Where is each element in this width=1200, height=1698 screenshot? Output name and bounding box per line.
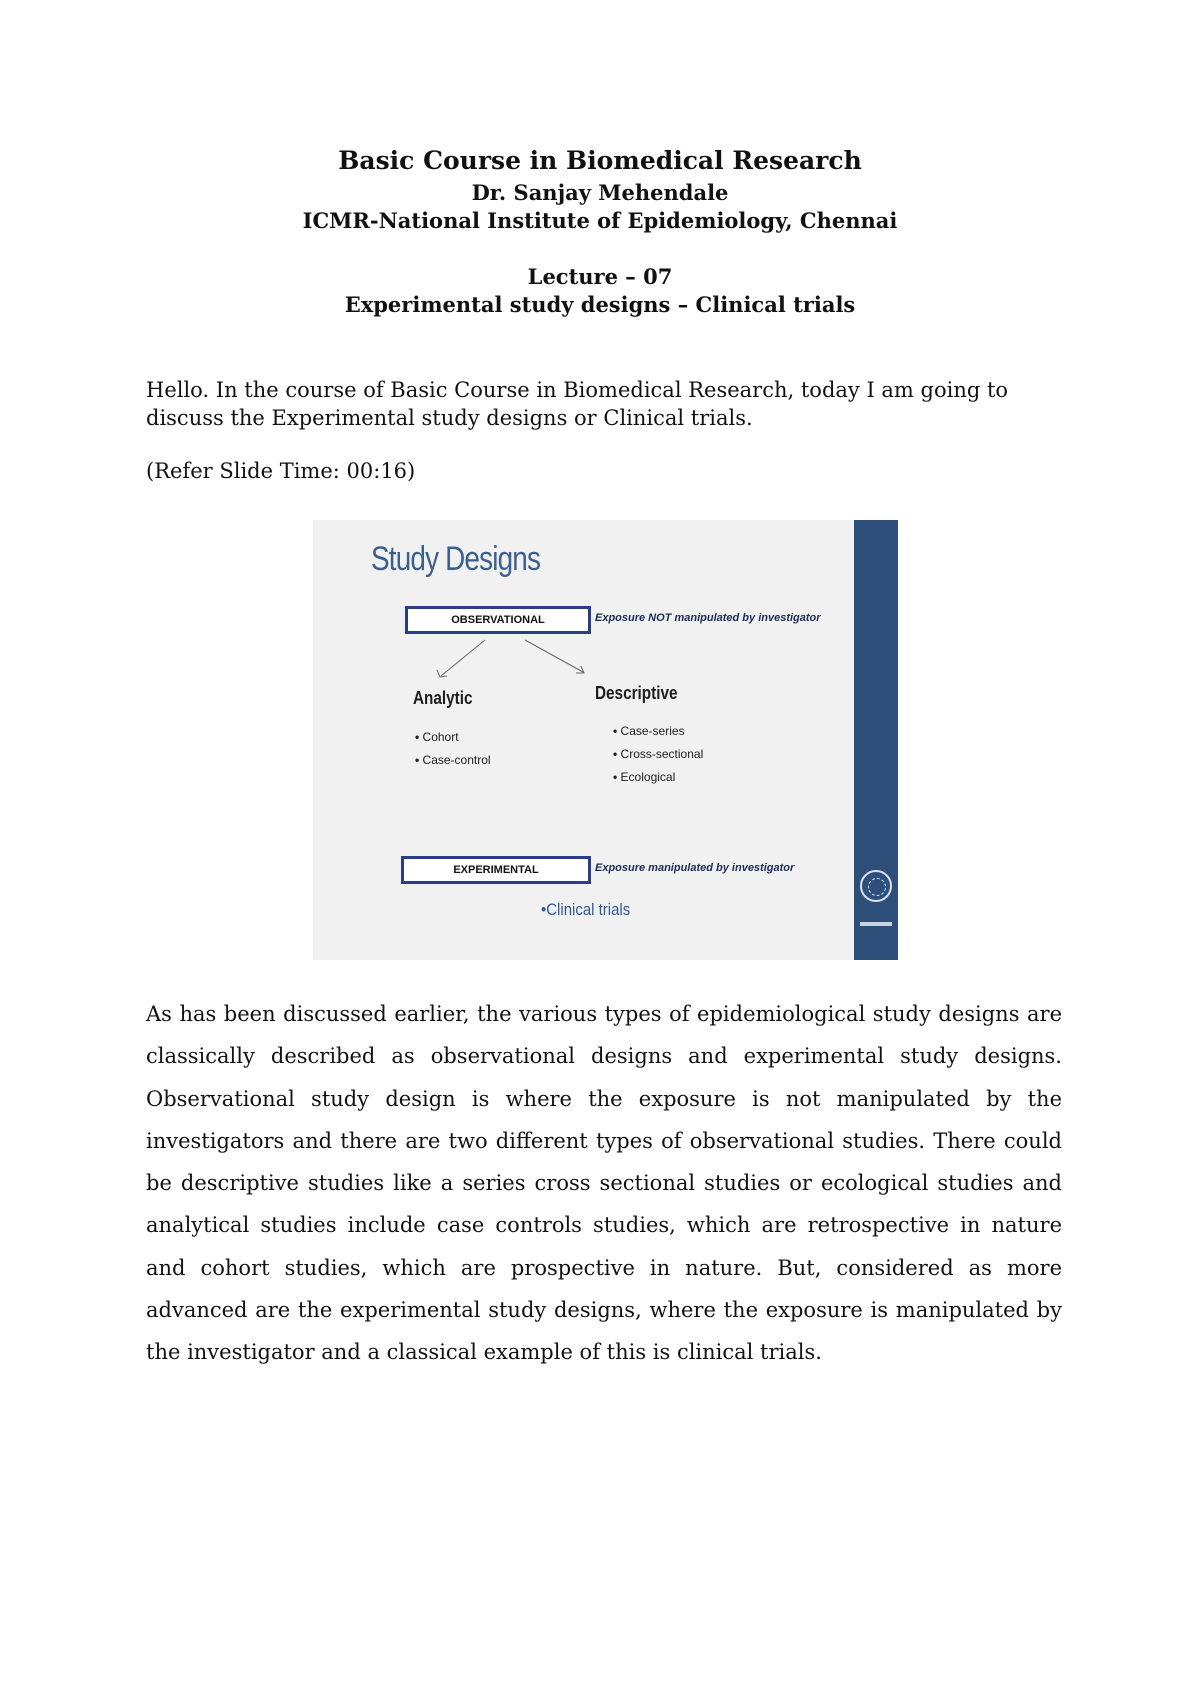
document-title: Basic Course in Biomedical Research: [338, 146, 862, 175]
descriptive-heading: Descriptive: [595, 683, 678, 703]
experimental-note: Exposure manipulated by investigator: [595, 862, 795, 874]
slide-title: Study Designs: [371, 540, 541, 578]
analytic-heading: Analytic: [413, 688, 473, 708]
slide-time-reference: (Refer Slide Time: 00:16): [146, 459, 416, 483]
descriptive-item: • Ecological: [613, 770, 703, 793]
experimental-box: EXPERIMENTAL: [401, 856, 591, 884]
analytic-item: • Cohort: [415, 730, 491, 753]
branch-arrows: [313, 520, 898, 960]
lecture-topic: Experimental study designs – Clinical trials: [344, 292, 856, 317]
body-paragraph: As has been discussed earlier, the various types of epidemiological study designs are classically described as observational designs and experimental study designs. Observational study design is where the exposure is not manipulated by the investigators and there are two different types of observational studies. There could be descriptive studies like a series cross sectional studies or ecological studies and analytical studies include case controls studies, which are retrospective in nature and cohort studies, which are prospective in nature. But, considered as more advanced are the experimental study designs, where the exposure is manipulated by the investigator and a classical example of this is clinical trials.: [146, 1002, 1062, 1365]
descriptive-item: • Cross-sectional: [613, 747, 703, 770]
observational-box: OBSERVATIONAL: [405, 606, 591, 634]
institute-name: ICMR-National Institute of Epidemiology, Chennai: [302, 208, 898, 233]
descriptive-list: [613, 724, 703, 793]
descriptive-item: • Case-series: [613, 724, 703, 747]
analytic-list: [415, 730, 491, 776]
lecture-number: Lecture – 07: [527, 264, 673, 289]
author-name: Dr. Sanjay Mehendale: [471, 180, 729, 205]
analytic-item: • Case-control: [415, 753, 491, 776]
intro-paragraph: Hello. In the course of Basic Course in Biomedical Research, today I am going to discuss the Experimental study designs or Clinical trials.: [146, 378, 1009, 430]
clinical-trials-item: • Clinical trials: [541, 900, 630, 920]
observational-note: Exposure NOT manipulated by investigator: [595, 612, 821, 624]
slide-image: [313, 520, 898, 960]
